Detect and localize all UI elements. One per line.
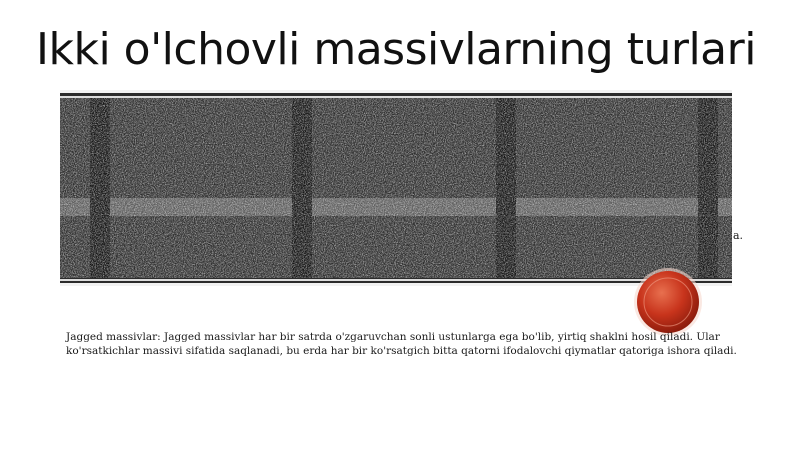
slide-title: Ikki o'lchovli massivlarning turlari (36, 24, 756, 75)
body-paragraph: Jagged massivlar: Jagged massivlar har bir satrda o'zgaruvchan sonli ustunlarga ega bo'lib, yirtiq shaklni hosil qiladi. Ular ko'rsatkichlar massivi sifatida saqlanadi, bu erda har bir ko'rsatgich bitta qatorni ifodalovchi qiymatlar qatoriga ishora qiladi. (66, 331, 737, 357)
stray-text-fragment: a. (733, 229, 744, 242)
red-orb-decoration (632, 266, 704, 338)
noise-image-band (60, 90, 732, 286)
